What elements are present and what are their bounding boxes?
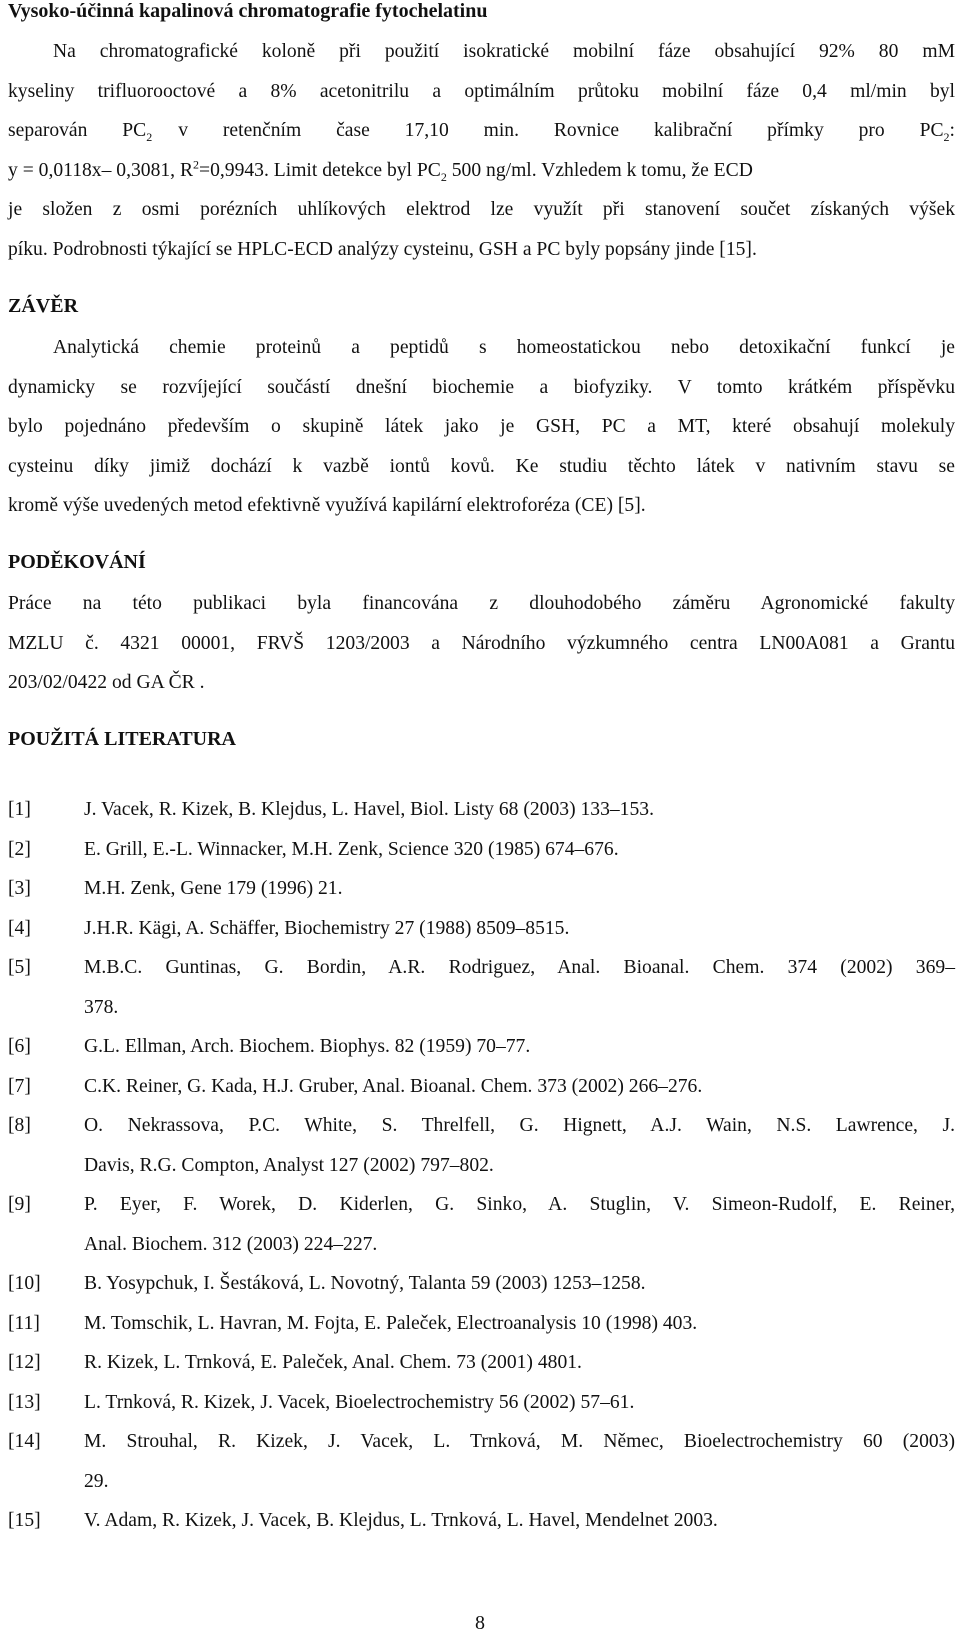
paragraph-line: Analytická chemie proteinů a peptidů s homeostatickou nebo detoxikační funkcí je: [53, 337, 955, 358]
section-title-hplc: Vysoko-účinná kapalinová chromatografie fytochelatinu: [8, 0, 488, 22]
superscript: 2: [193, 156, 200, 171]
reference-text: C.K. Reiner, G. Kada, H.J. Gruber, Anal. Bioanal. Chem. 373 (2002) 266–276.: [84, 1075, 703, 1097]
reference-number: [12]: [8, 1352, 41, 1373]
subscript: 2: [943, 129, 950, 144]
paragraph-line: Práce na této publikaci byla financována z dlouhodobého záměru Agronomické fakulty: [8, 593, 955, 614]
reference-number: [14]: [8, 1431, 41, 1452]
paragraph-line: Na chromatografické koloně při použití isokratické mobilní fáze obsahující 92% 80 mM: [53, 41, 955, 62]
reference-text: M. Tomschik, L. Havran, M. Fojta, E. Paleček, Electroanalysis 10 (1998) 403.: [84, 1312, 698, 1334]
reference-item: [8, 1264, 955, 1304]
reference-item: [8, 1027, 955, 1067]
reference-text-cont: 378.: [84, 996, 119, 1018]
reference-text-cont: Davis, R.G. Compton, Analyst 127 (2002) 797–802.: [84, 1154, 494, 1176]
reference-text: G.L. Ellman, Arch. Biochem. Biophys. 82 (1959) 70–77.: [84, 1036, 531, 1057]
paragraph-line: píku. Podrobnosti týkající se HPLC-ECD analýzy cysteinu, GSH a PC byly popsány jinde [15].: [8, 238, 757, 260]
reference-text: P. Eyer, F. Worek, D. Kiderlen, G. Sinko, A. Stuglin, V. Simeon-Rudolf, E. Reiner,: [84, 1194, 955, 1215]
paragraph-line: MZLU č. 4321 00001, FRVŠ 1203/2003 a Národního výzkumného centra LN00A081 a Grantu: [8, 632, 955, 654]
reference-text-cont: 29.: [84, 1470, 109, 1492]
paragraph-hplc: [8, 32, 955, 269]
reference-text: B. Yosypchuk, I. Šestáková, L. Novotný, Talanta 59 (2003) 1253–1258.: [84, 1273, 646, 1294]
reference-number: [9]: [8, 1194, 31, 1215]
reference-text: M. Strouhal, R. Kizek, J. Vacek, L. Trnková, M. Němec, Bioelectrochemistry 60 (2003): [84, 1431, 955, 1452]
reference-item: [8, 830, 955, 870]
reference-item: [8, 948, 955, 1027]
reference-text: O. Nekrassova, P.C. White, S. Threlfell, G. Hignett, A.J. Wain, N.S. Lawrence, J.: [84, 1115, 955, 1136]
page-number: 8: [475, 1612, 485, 1634]
subscript: 2: [146, 129, 153, 144]
reference-text: M.H. Zenk, Gene 179 (1996) 21.: [84, 878, 343, 899]
paragraph-line: [8, 151, 955, 191]
text-fragment: :: [949, 120, 955, 141]
reference-number: [3]: [8, 878, 31, 899]
text-fragment: y = 0,0118x– 0,3081, R: [8, 159, 194, 181]
text-fragment: 500 ng/ml. Vzhledem k tomu, že ECD: [446, 159, 753, 181]
reference-item: [8, 1383, 955, 1423]
reference-list: [8, 790, 955, 1541]
reference-number: [11]: [8, 1312, 40, 1334]
reference-number: [6]: [8, 1036, 31, 1057]
reference-number: [1]: [8, 799, 31, 820]
reference-number: [4]: [8, 917, 31, 939]
reference-text: M.B.C. Guntinas, G. Bordin, A.R. Rodriguez, Anal. Bioanal. Chem. 374 (2002) 369–: [84, 957, 955, 978]
reference-item: [8, 1422, 955, 1501]
reference-item: [8, 1501, 955, 1541]
reference-text: R. Kizek, L. Trnková, E. Paleček, Anal. Chem. 73 (2001) 4801.: [84, 1352, 582, 1373]
reference-item: [8, 1343, 955, 1383]
paragraph-line: 203/02/0422 od GA ČR .: [8, 672, 205, 693]
paragraph-line: kyseliny trifluorooctové a 8% acetonitrilu a optimálním průtoku mobilní fáze 0,4 ml/min byl: [8, 80, 955, 102]
text-fragment: separován PC: [8, 120, 147, 141]
reference-text: V. Adam, R. Kizek, J. Vacek, B. Klejdus, L. Trnková, L. Havel, Mendelnet 2003.: [84, 1510, 718, 1531]
section-title-zaver: ZÁVĚR: [8, 295, 79, 317]
reference-item: [8, 790, 955, 830]
reference-item: [8, 1185, 955, 1264]
text-fragment: =0,9943. Limit detekce byl PC: [199, 159, 441, 181]
section-title-podekovani: PODĚKOVÁNÍ: [8, 551, 146, 573]
reference-item: [8, 909, 955, 949]
reference-text: J. Vacek, R. Kizek, B. Klejdus, L. Havel, Biol. Listy 68 (2003) 133–153.: [84, 799, 654, 820]
subscript: 2: [440, 169, 447, 184]
reference-number: [8]: [8, 1115, 31, 1136]
reference-text: J.H.R. Kägi, A. Schäffer, Biochemistry 27 (1988) 8509–8515.: [84, 917, 570, 939]
reference-item: [8, 1304, 955, 1344]
paragraph-podekovani: [8, 584, 955, 703]
paragraph-line: [8, 111, 955, 151]
reference-item: [8, 1067, 955, 1107]
paragraph-zaver: [8, 328, 955, 526]
paragraph-line: dynamicky se rozvíjející součástí dnešní biochemie a biofyziky. V tomto krátkém příspěvku: [8, 376, 955, 398]
reference-number: [15]: [8, 1510, 41, 1531]
reference-number: [10]: [8, 1273, 41, 1294]
paragraph-line: cysteinu díky jimiž dochází k vazbě iontů kovů. Ke studiu těchto látek v nativním stavu se: [8, 455, 955, 477]
reference-text: L. Trnková, R. Kizek, J. Vacek, Bioelectrochemistry 56 (2002) 57–61.: [84, 1391, 635, 1413]
paragraph-line: bylo pojednáno především o skupině látek jako je GSH, PC a MT, které obsahují molekuly: [8, 416, 955, 437]
reference-item: [8, 869, 955, 909]
paragraph-line: je složen z osmi porézních uhlíkových elektrod lze využít při stanovení součet získaných výšek: [8, 199, 955, 220]
reference-text-cont: Anal. Biochem. 312 (2003) 224–227.: [84, 1233, 378, 1255]
section-title-literatura: POUŽITÁ LITERATURA: [8, 728, 236, 750]
reference-number: [5]: [8, 957, 31, 978]
paragraph-line: kromě výše uvedených metod efektivně využívá kapilární elektroforéza (CE) [5].: [8, 495, 646, 516]
reference-number: [7]: [8, 1075, 31, 1097]
reference-number: [13]: [8, 1391, 41, 1413]
reference-number: [2]: [8, 838, 31, 860]
text-fragment: v retenčním čase 17,10 min. Rovnice kalibrační přímky pro PC: [178, 120, 944, 141]
reference-text: E. Grill, E.-L. Winnacker, M.H. Zenk, Science 320 (1985) 674–676.: [84, 838, 619, 860]
reference-item: [8, 1106, 955, 1185]
